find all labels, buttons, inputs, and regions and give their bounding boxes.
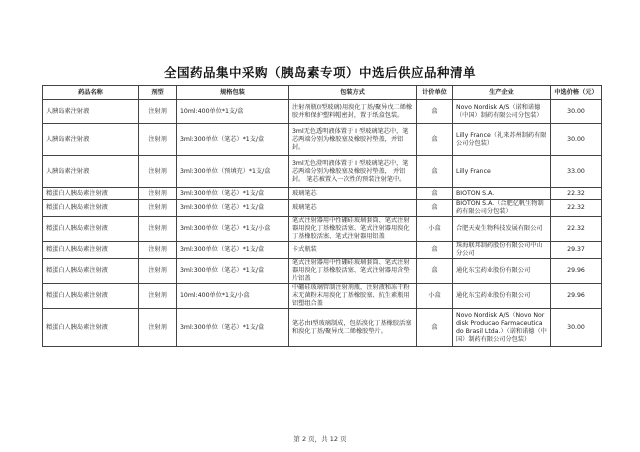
cell-spec: 10ml:400单位*1支/盒 [177, 100, 289, 124]
cell-price: 30.00 [551, 124, 602, 156]
header-packaging: 包装方式 [289, 86, 417, 100]
cell-drug-name: 精蛋白人胰岛素注射液 [43, 188, 139, 200]
cell-spec: 3ml:300单位（笔芯）*1支/盒 [177, 259, 289, 284]
cell-price: 30.00 [551, 309, 602, 347]
product-table [42, 85, 602, 347]
cell-dosage-form: 注射剂 [139, 217, 177, 242]
cell-unit: 小盒 [417, 284, 453, 309]
table-row [43, 284, 602, 309]
cell-unit: 盒 [417, 309, 453, 347]
header-unit: 计价单位 [417, 86, 453, 100]
cell-dosage-form: 注射剂 [139, 200, 177, 217]
cell-manufacturer: Lilly France（礼来苏州制药有限公司分包装） [453, 124, 551, 156]
table-row [43, 259, 602, 284]
cell-packaging: 中硼硅玻璃管制注射剂瓶，注射液和冻干粉末无菌粉末用溴化丁基橡胶塞、抗生素瓶用铝塑组合盖 [289, 284, 417, 309]
cell-packaging: 3ml无色透明液体置于 I 型玻璃笔芯中，笔芯两端分别为橡胶塞及橡胶衬垫盖，并铝封。 [289, 124, 417, 156]
cell-drug-name: 人胰岛素注射液 [43, 124, 139, 156]
cell-dosage-form: 注射剂 [139, 259, 177, 284]
cell-drug-name: 精蛋白人胰岛素注射液 [43, 309, 139, 347]
table-row [43, 100, 602, 124]
page-title: 全国药品集中采购（胰岛素专项）中选后供应品种清单 [163, 65, 476, 80]
cell-manufacturer: BIOTON S.A. [453, 188, 551, 200]
cell-packaging: 注射剂瓶(I型玻璃)用溴化丁基/聚异戊二烯橡胶并和保护塑料帽密封，置于纸盒包装。 [289, 100, 417, 124]
cell-spec: 10ml:400单位*1支/小盒 [177, 284, 289, 309]
cell-price: 29.96 [551, 259, 602, 284]
header-spec: 规格包装 [177, 86, 289, 100]
table-row [43, 188, 602, 200]
cell-unit: 盒 [417, 156, 453, 188]
cell-drug-name: 精蛋白人胰岛素注射液 [43, 200, 139, 217]
table-header-row [43, 86, 602, 100]
cell-manufacturer: Novo Nordisk A/S（诺和诺德（中国）制药有限公司分包装） [453, 100, 551, 124]
cell-price: 30.00 [551, 100, 602, 124]
table-row [43, 217, 602, 242]
cell-manufacturer: BIOTON S.A.（合肥亿帆生物制药有限公司分包装） [453, 200, 551, 217]
cell-spec: 3ml:300单位（笔芯）*1支/盒 [177, 188, 289, 200]
cell-price: 22.32 [551, 200, 602, 217]
cell-dosage-form: 注射剂 [139, 309, 177, 347]
cell-drug-name: 精蛋白人胰岛素注射液 [43, 217, 139, 242]
cell-packaging: 卡式瓶装 [289, 242, 417, 259]
cell-packaging: 笔芯由I型玻璃制成，包括溴化丁基橡胶活塞和溴化丁基/聚异戊二烯橡胶垫片。 [289, 309, 417, 347]
cell-manufacturer: Novo Nordisk A/S（Novo Nordisk Producao Farmaceutica do Brasil Ltda.）（诺和诺德（中国）制药有限公司分包装） [453, 309, 551, 347]
header-price: 中选价格（元） [551, 86, 602, 100]
cell-unit: 盒 [417, 100, 453, 124]
cell-spec: 3ml:300单位（笔芯）*1支/盒 [177, 124, 289, 156]
cell-manufacturer: 珠海联邦制药股份有限公司中山分公司 [453, 242, 551, 259]
cell-packaging: 玻璃笔芯 [289, 200, 417, 217]
cell-unit: 盒 [417, 259, 453, 284]
table-row [43, 156, 602, 188]
cell-dosage-form: 注射剂 [139, 100, 177, 124]
cell-price: 33.00 [551, 156, 602, 188]
cell-unit: 盒 [417, 200, 453, 217]
header-dosage-form: 剂型 [139, 86, 177, 100]
cell-unit: 盒 [417, 124, 453, 156]
cell-unit: 小盒 [417, 217, 453, 242]
cell-manufacturer: Lilly France [453, 156, 551, 188]
cell-packaging: 3ml无色澄明液体置于 I 型玻璃笔芯中，笔芯两端分别为橡胶塞及橡胶衬垫盖， 并铝封。 笔芯被置入一次性的预装注射笔中。 [289, 156, 417, 188]
cell-dosage-form: 注射剂 [139, 156, 177, 188]
cell-spec: 3ml:300单位（笔芯）*1支/盒 [177, 200, 289, 217]
table-row [43, 124, 602, 156]
header-drug-name: 药品名称 [43, 86, 139, 100]
cell-spec: 3ml:300单位（笔芯）*1支/盒 [177, 309, 289, 347]
cell-packaging: 玻璃笔芯 [289, 188, 417, 200]
cell-spec: 3ml:300单位（笔芯）*1支/小盒 [177, 217, 289, 242]
cell-drug-name: 精蛋白人胰岛素注射液 [43, 259, 139, 284]
cell-dosage-form: 注射剂 [139, 242, 177, 259]
table-row [43, 242, 602, 259]
cell-spec: 3ml:300单位（预填充）*1支/盒 [177, 156, 289, 188]
table-row [43, 309, 602, 347]
cell-drug-name: 精蛋白人胰岛素注射液 [43, 242, 139, 259]
cell-price: 29.37 [551, 242, 602, 259]
cell-manufacturer: 通化东宝药业股份有限公司 [453, 259, 551, 284]
cell-drug-name: 人胰岛素注射液 [43, 156, 139, 188]
cell-dosage-form: 注射剂 [139, 188, 177, 200]
cell-manufacturer: 合肥天麦生物科技发展有限公司 [453, 217, 551, 242]
cell-packaging: 笔式注射器用中性硼硅玻璃套筒、笔式注射器用溴化丁基橡胶活塞、笔式注射器用溴化丁基橡胶活塞、笔式注射器用铝盖 [289, 217, 417, 242]
cell-dosage-form: 注射剂 [139, 124, 177, 156]
table-row [43, 200, 602, 217]
cell-unit: 盒 [417, 188, 453, 200]
cell-manufacturer: 通化东宝药业股份有限公司 [453, 284, 551, 309]
cell-packaging: 笔式注射器用中性硼硅玻璃套筒、笔式注射器用溴化丁基橡胶活塞、笔式注射器用含垫片铝盖 [289, 259, 417, 284]
cell-price: 29.96 [551, 284, 602, 309]
cell-dosage-form: 注射剂 [139, 284, 177, 309]
cell-drug-name: 精蛋白人胰岛素注射液 [43, 284, 139, 309]
header-manufacturer: 生产企业 [453, 86, 551, 100]
cell-price: 22.32 [551, 188, 602, 200]
page-number: 第 2 页，共 12 页 [293, 435, 347, 443]
cell-drug-name: 人胰岛素注射液 [43, 100, 139, 124]
cell-price: 22.32 [551, 217, 602, 242]
cell-spec: 3ml:300单位（笔芯）*1支/盒 [177, 242, 289, 259]
cell-unit: 盒 [417, 242, 453, 259]
